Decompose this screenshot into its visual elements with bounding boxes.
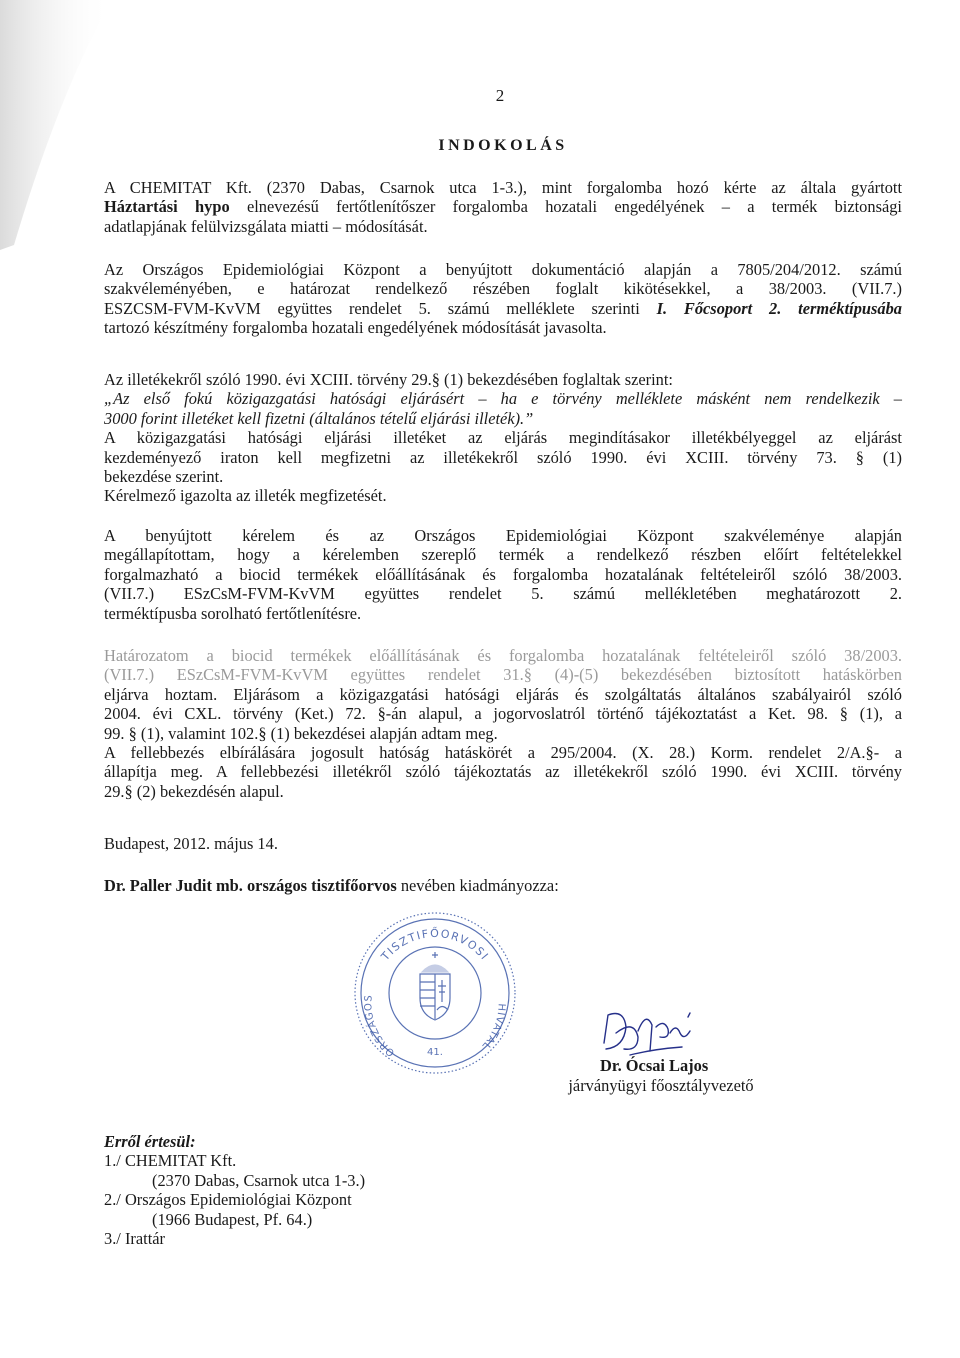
text-line: állapítja meg. A fellebbezési illetékről szóló tájékoztatás az illetékekről szóló 1990. évi XCIII. törvény (104, 762, 902, 782)
heading-indokolas: INDOKOLÁS (438, 137, 568, 154)
text-line: adatlapjának felülvizsgálata miatti – módosítását. (104, 216, 428, 236)
signatory-suffix: nevében kiadmányozza: (396, 876, 559, 895)
recipient-item: 2./ Országos Epidemiológiai Központ (104, 1190, 352, 1210)
faded-text-line: (VII.7.) ESzCsM-FVM-KvVM együttes rendelet 31.§ (4)-(5) bekezdésében biztosított hatáskörben (104, 665, 902, 685)
text-line: A fellebbezés elbírálására jogosult hatóság hatáskörét a 295/2004. (X. 28.) Korm. rendelet 2/A.§- a (104, 743, 902, 763)
signatory-name: Dr. Paller Judit mb. országos tisztifőorvos (104, 876, 397, 895)
text-line: terméktípusba sorolható fertőtlenítésre. (104, 603, 362, 623)
quote-line: 3000 forint illetéket kell fizetni (általános tételű eljárási illeték).” (104, 408, 534, 428)
text-line: szakvéleményében, e határozat rendelkező részében foglalt kikötésekkel, a 38/2003. (VII.7.) (104, 279, 902, 299)
recipients-heading: Erről értesül: (104, 1132, 196, 1151)
text-line: bekezdése szerint. (104, 467, 224, 487)
paragraph-request (104, 178, 902, 236)
stamp-left-text: ORSZÁGOS (363, 993, 397, 1059)
product-name: Háztartási hypo (104, 197, 230, 217)
text-line: 99. § (1), valamint 102.§ (1) bekezdései alapján adtam meg. (104, 723, 498, 743)
text-line: Az illetékekről szóló 1990. évi XCIII. törvény 29.§ (1) bekezdésében foglaltak szerint: (104, 370, 673, 389)
text-line: tartozó készítmény forgalomba hozatali engedélyének módosítását javasolta. (104, 318, 607, 338)
text-line: kezdeményező iraton kell megfizetni az illetékekről szóló 1990. évi XCIII. törvény 73. § (1) (104, 447, 902, 467)
text-line: A közigazgatási hatósági eljárási illetéket az eljárás megindításakor illetékbélyeggel az eljárást (104, 428, 902, 448)
text-line: megállapítottam, hogy a kérelemben szereplő termék a rendelkező részben előírt feltételekkel (104, 545, 902, 565)
recipient-item: 3./ Irattár (104, 1229, 165, 1249)
recipient-address: (2370 Dabas, Csarnok utca 1-3.) (152, 1170, 366, 1190)
text-line: Az Országos Epidemiológiai Központ a benyújtott dokumentáció alapján a 7805/204/2012. számú (104, 260, 902, 279)
faded-text-line: Határozatom a biocid termékek előállításának és forgalomba hozatalának feltételeiről szóló 38/2003. (104, 646, 902, 665)
stamp-number: 41. (427, 1047, 443, 1058)
coat-of-arms-icon (420, 952, 450, 1020)
text-line: Kérelmező igazolta az illeték megfizetését. (104, 486, 387, 506)
text-line: 2004. évi CXL. törvény (Ket.) 72. §-án alapul, a jogorvoslatról történő tájékoztatást a Ket. 98. § (1), a (104, 704, 902, 724)
handwritten-signature (594, 1003, 698, 1059)
svg-text:ORSZÁGOS (363, 994, 397, 1058)
text-fragment: elnevezésű fertőtlenítőszer forgalomba hozatali engedélyének – a termék biztonsági (246, 197, 902, 217)
recipient-address: (1966 Budapest, Pf. 64.) (152, 1209, 313, 1229)
scan-edge-shadow (0, 0, 120, 250)
text-line: forgalmazható a biocid termékek előállításának és forgalomba hozatalának feltételeiről szóló 38/2003. (104, 564, 902, 584)
text-line: A CHEMITAT Kft. (2370 Dabas, Csarnok utca 1-3.), mint forgalomba hozó kérte az általa gyártott (104, 178, 902, 197)
text-fragment: ESZCSM-FVM-KvVM együttes rendelet 5. számú melléklete szerinti (104, 298, 640, 318)
product-type: I. Főcsoport 2. terméktípusába (656, 298, 902, 318)
svg-text:TISZTIFŐORVOSI (378, 926, 491, 964)
paragraph-findings (104, 526, 902, 623)
page-number: 2 (495, 86, 505, 105)
stamp-right-text: HIVATAL (479, 1003, 507, 1052)
recipient-item: 1./ CHEMITAT Kft. (104, 1151, 237, 1171)
official-stamp (352, 910, 518, 1076)
svg-text:HIVATAL (479, 1003, 507, 1052)
stamp-top-text: TISZTIFŐORVOSI (378, 927, 492, 964)
recipients-block (104, 1132, 704, 1248)
signatory-line (104, 876, 902, 895)
paragraph-legal-basis (104, 646, 902, 801)
quote-line: „Az első fokú közigazgatási hatósági eljárásért – ha e törvény melléklete másként nem rendelkezik – (104, 389, 902, 409)
paragraph-fee (104, 370, 902, 506)
signer-name: Dr. Ócsai Lajos (600, 1056, 709, 1075)
text-line (104, 197, 902, 216)
place-date: Budapest, 2012. május 14. (104, 834, 278, 853)
text-line: (VII.7.) ESzCsM-FVM-KvVM együttes rendelet 5. számú mellékletében meghatározott 2. (104, 584, 902, 604)
text-line (104, 299, 902, 318)
text-line: A benyújtott kérelem és az Országos Epidemiológiai Központ szakvéleménye alapján (104, 526, 902, 545)
signer-title: járványügyi főosztályvezető (568, 1076, 754, 1095)
text-line: 29.§ (2) bekezdésén alapul. (104, 781, 284, 801)
paragraph-expert-opinion (104, 260, 902, 338)
text-line: eljárva hoztam. Eljárásom a közigazgatási hatósági eljárás és szolgáltatás általános szabályairól szóló (104, 684, 902, 704)
